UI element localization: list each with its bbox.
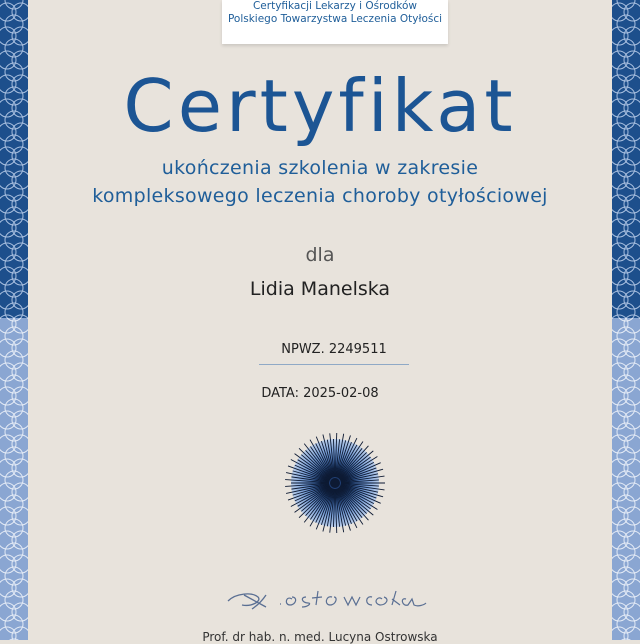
signer-name: Prof. dr hab. n. med. Lucyna Ostrowska <box>202 630 438 644</box>
for-label: dla <box>305 244 335 266</box>
handwritten-signature <box>222 583 432 613</box>
certificate-title: Certyfikat <box>123 64 517 148</box>
certificate-date: DATA: 2025-02-08 <box>261 386 379 401</box>
npwz-number: NPWZ. 2249511 <box>259 342 409 365</box>
header-line-1: Certyfikacji Lekarzy i Ośrodków <box>252 0 418 12</box>
header-line-2: Polskiego Towarzystwa Leczenia Otyłości <box>227 12 443 25</box>
starburst-seal-icon <box>283 431 387 535</box>
organization-header <box>222 0 448 44</box>
subtitle-line-1: ukończenia szkolenia w zakresie <box>161 157 479 179</box>
certificate-subtitle <box>0 154 640 210</box>
subtitle-line-2: kompleksowego leczenia choroby otyłościowej <box>92 185 548 207</box>
recipient-name: Lidia Manelska <box>249 278 391 300</box>
